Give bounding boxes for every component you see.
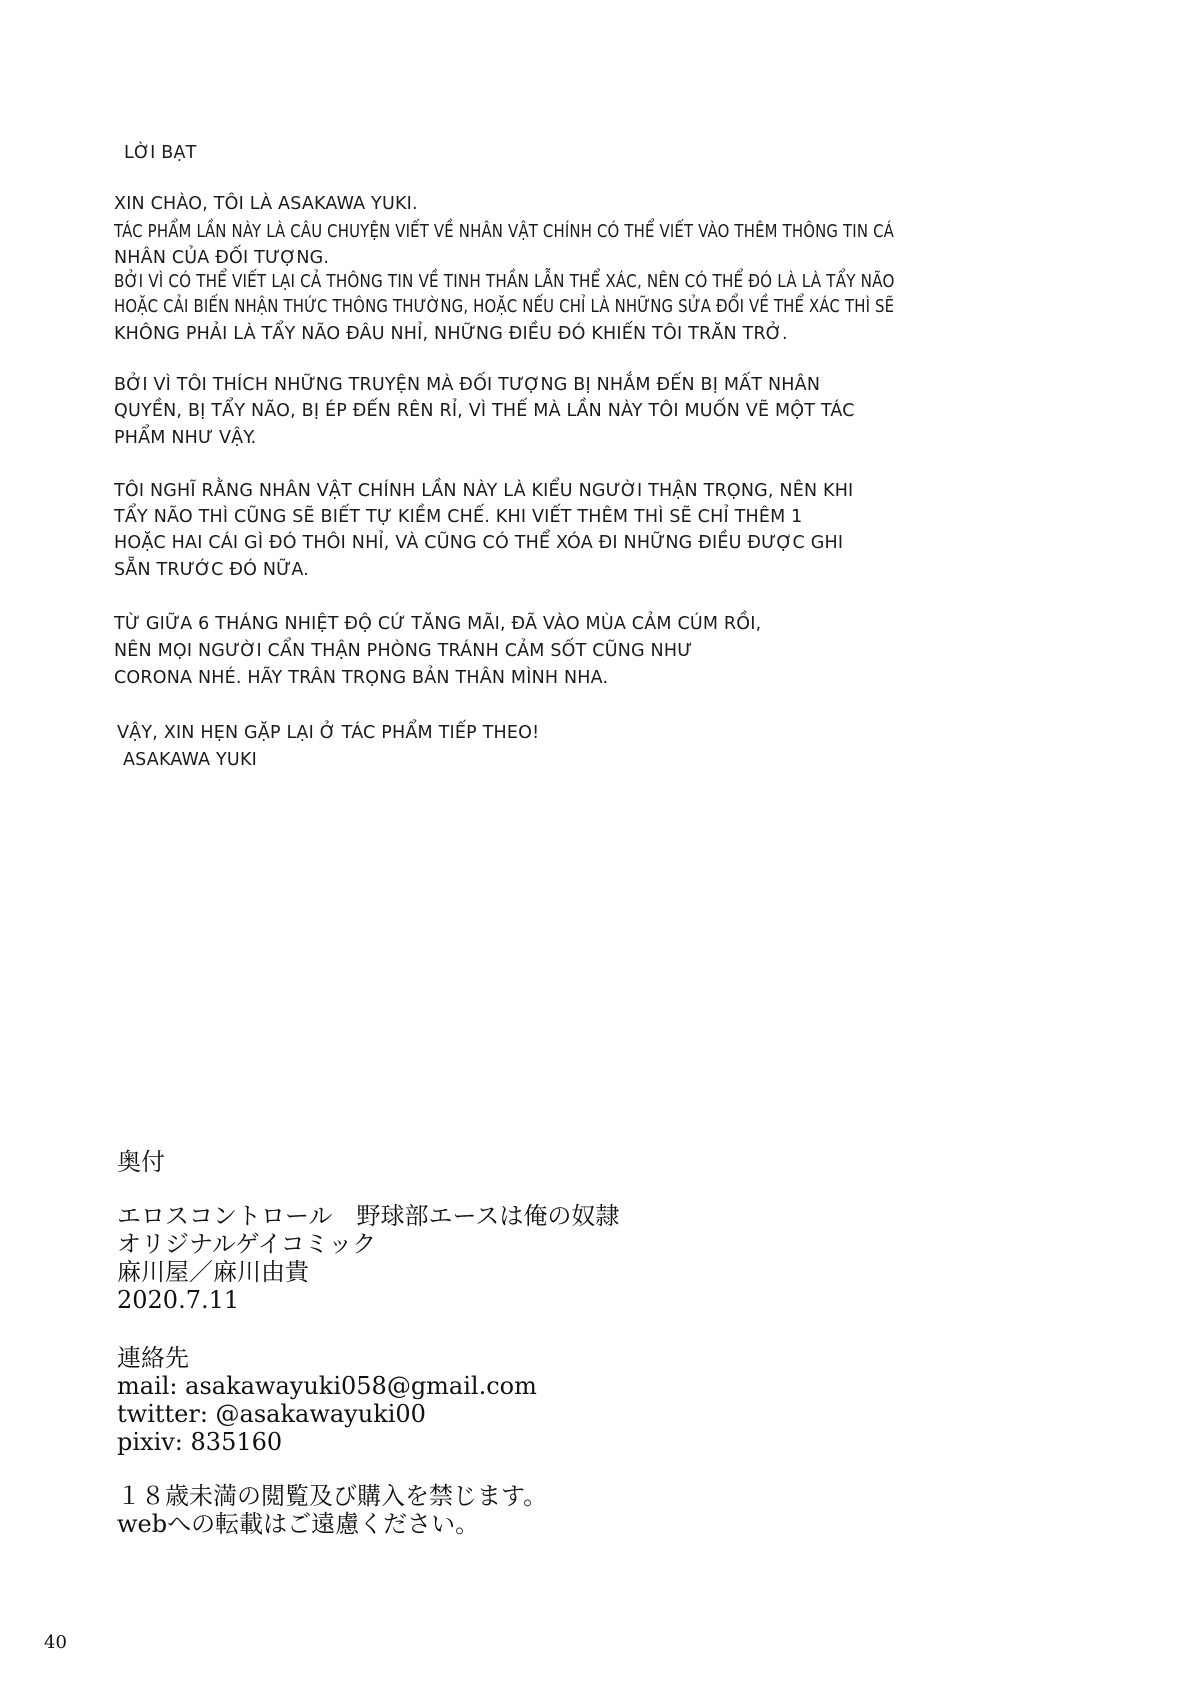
afterword-line: KHÔNG PHẢI LÀ TẨY NÃO ĐÂU NHỈ, NHỮNG ĐIỀU ĐÓ KHIẾN TÔI TRĂN TRỞ.: [114, 324, 788, 344]
afterword-line: NÊN MỌI NGƯỜI CẨN THẬN PHÒNG TRÁNH CẢM SỐT CŨNG NHƯ: [114, 641, 693, 661]
afterword-line: BỞI VÌ CÓ THỂ VIẾT LẠI CẢ THÔNG TIN VỀ TINH THẦN LẪN THỂ XÁC, NÊN CÓ THỂ ĐÓ LÀ LÀ TẨY NÃO: [114, 272, 895, 292]
afterword-line: TẨY NÃO THÌ CŨNG SẼ BIẾT TỰ KIỀM CHẾ. KHI VIẾT THÊM THÌ SẼ CHỈ THÊM 1: [114, 507, 803, 527]
repost-notice: webへの転載はご遠慮ください。: [117, 1510, 480, 1538]
afterword-line: QUYỀN, BỊ TẨY NÃO, BỊ ÉP ĐẾN RÊN RỈ, VÌ THẾ MÀ LẦN NÀY TÔI MUỐN VẼ MỘT TÁC: [114, 401, 855, 421]
afterword-title: LỜI BẠT: [124, 143, 197, 163]
afterword-line: TỪ GIỮA 6 THÁNG NHIỆT ĐỘ CỨ TĂNG MÃI, ĐÃ VÀO MÙA CẢM CÚM RỒI,: [114, 614, 762, 634]
afterword-line: CORONA NHÉ. HÃY TRÂN TRỌNG BẢN THÂN MÌNH NHA.: [114, 668, 609, 688]
contact-twitter: twitter: @asakawayuki00: [117, 1400, 426, 1428]
colophon-author: 麻川屋／麻川由貴: [117, 1258, 309, 1286]
afterword-line: HOẶC HAI CÁI GÌ ĐÓ THÔI NHỈ, VÀ CŨNG CÓ THỂ XÓA ĐI NHỮNG ĐIỀU ĐƯỢC GHI: [114, 533, 844, 553]
afterword-line: SẴN TRƯỚC ĐÓ NỮA.: [114, 560, 309, 580]
colophon-title: エロスコントロール 野球部エースは俺の奴隷: [117, 1202, 620, 1230]
afterword-line: BỞI VÌ TÔI THÍCH NHỮNG TRUYỆN MÀ ĐỐI TƯỢNG BỊ NHẮM ĐẾN BỊ MẤT NHÂN: [114, 375, 821, 395]
contact-heading: 連絡先: [117, 1344, 189, 1372]
afterword-line: NHÂN CỦA ĐỐI TƯỢNG.: [114, 248, 330, 268]
contact-pixiv: pixiv: 835160: [117, 1428, 283, 1456]
age-notice: １８歳未満の閲覧及び購入を禁じます。: [117, 1482, 548, 1510]
colophon-genre: オリジナルゲイコミック: [117, 1230, 377, 1258]
afterword-line: XIN CHÀO, TÔI LÀ ASAKAWA YUKI.: [114, 194, 418, 214]
afterword-line: TÁC PHẨM LẦN NÀY LÀ CÂU CHUYỆN VIẾT VỀ NHÂN VẬT CHÍNH CÓ THỂ VIẾT VÀO THÊM THÔNG TIN CÁ: [114, 222, 895, 242]
afterword-line: TÔI NGHĨ RẰNG NHÂN VẬT CHÍNH LẦN NÀY LÀ KIỂU NGƯỜI THẬN TRỌNG, NÊN KHI: [114, 481, 854, 501]
afterword-closing: VẬY, XIN HẸN GẶP LẠI Ở TÁC PHẨM TIẾP THEO!: [117, 723, 540, 743]
afterword-line: PHẨM NHƯ VẬY.: [114, 428, 257, 448]
afterword-line: HOẶC CẢI BIẾN NHẬN THỨC THÔNG THƯỜNG, HOẶC NẾU CHỈ LÀ NHỮNG SỬA ĐỔI VỀ THỂ XÁC THÌ SẼ: [114, 297, 895, 317]
afterword-section: [0, 0, 1190, 820]
contact-mail: mail: asakawayuki058@gmail.com: [117, 1372, 537, 1400]
page-number: 40: [44, 1632, 67, 1653]
colophon-heading: 奥付: [117, 1148, 165, 1176]
colophon-date: 2020.7.11: [117, 1286, 240, 1314]
afterword-signature: ASAKAWA YUKI: [123, 750, 257, 770]
